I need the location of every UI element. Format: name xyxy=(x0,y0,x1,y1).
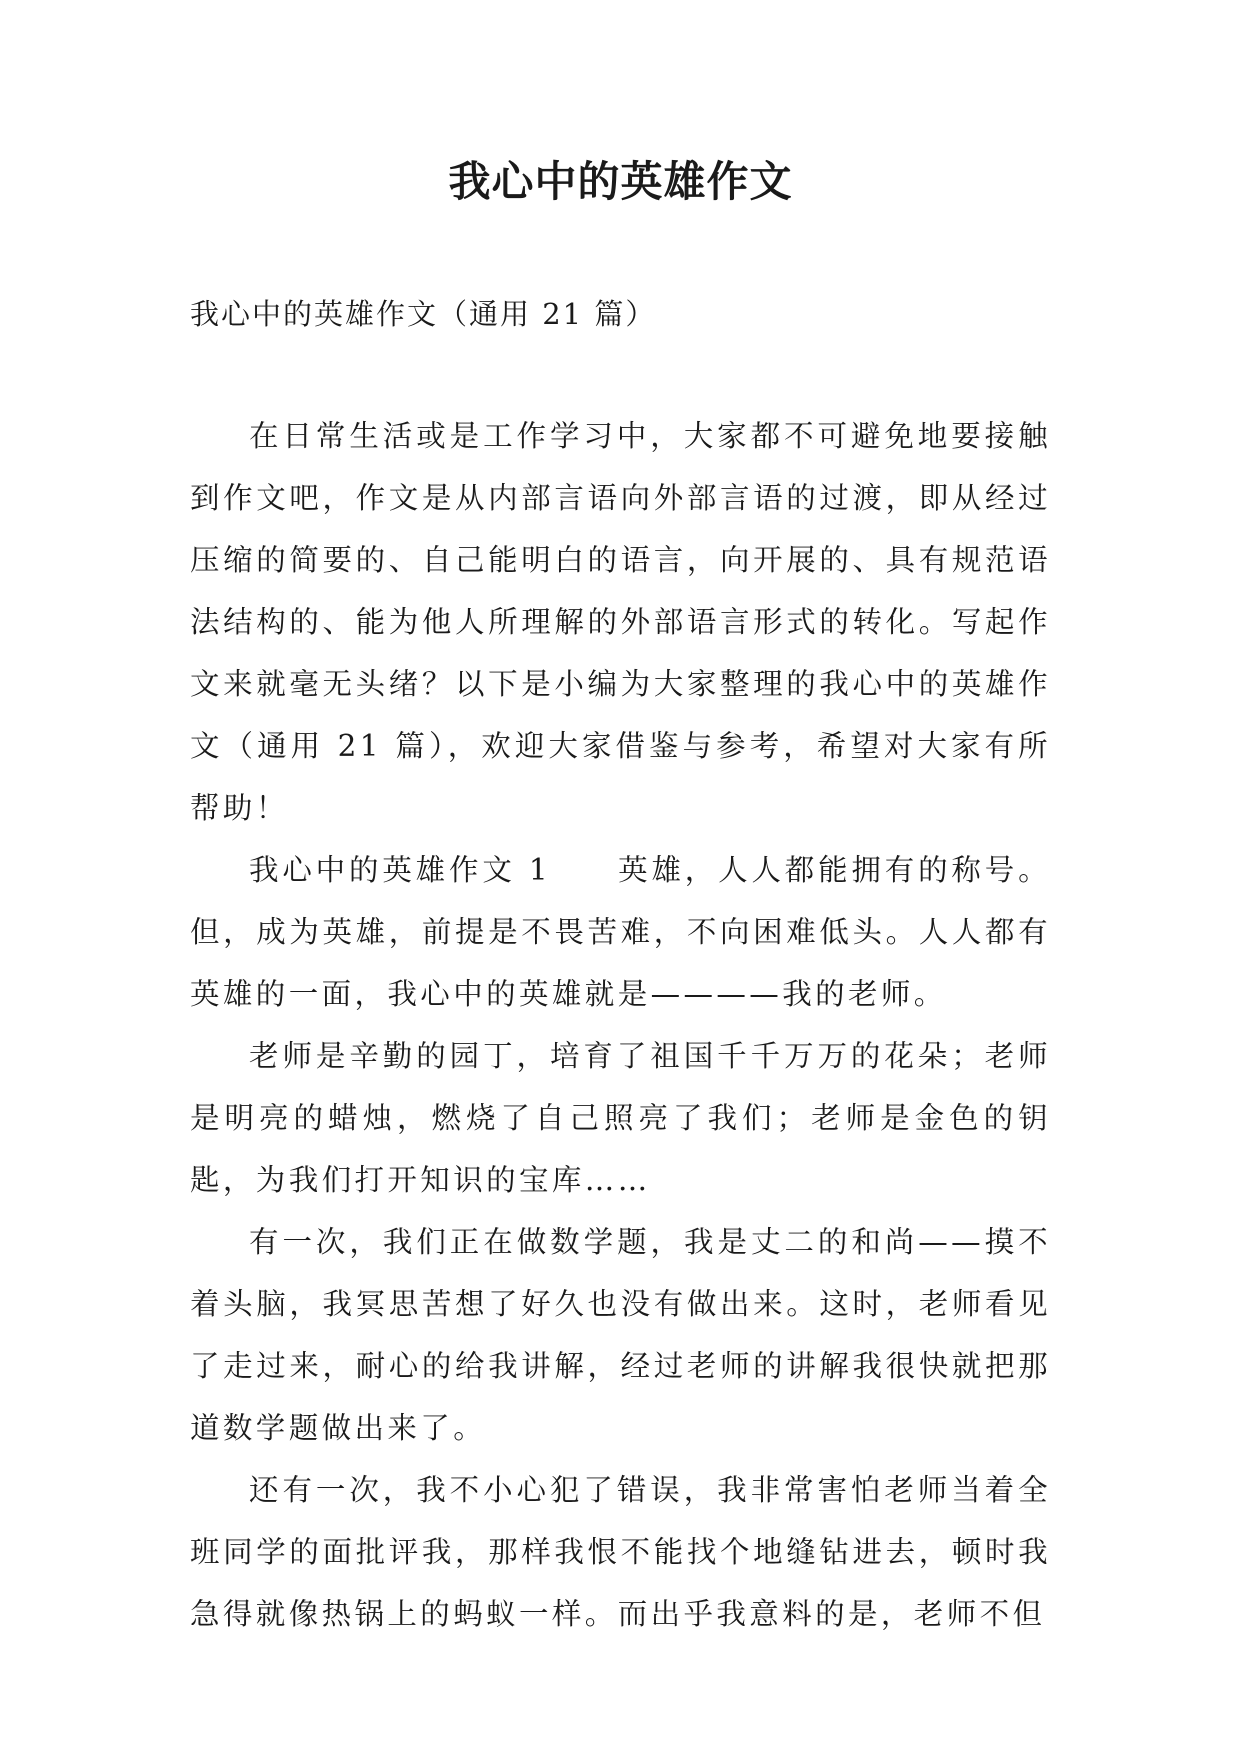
paragraph-math-problem: 有一次，我们正在做数学题，我是丈二的和尚——摸不着头脑，我冥思苦想了好久也没有做出来。这时，老师看见了走过来，耐心的给我讲解，经过老师的讲解我很快就把那道数学题做出来了。 xyxy=(190,1225,1051,1445)
document-title: 我心中的英雄作文 xyxy=(448,157,793,206)
paragraph-intro: 在日常生活或是工作学习中，大家都不可避免地要接触到作文吧，作文是从内部言语向外部言语的过渡，即从经过压缩的简要的、自己能明白的语言，向开展的、具有规范语法结构的、能为他人所理解的外部语言形式的转化。写起作文来就毫无头绪？以下是小编为大家整理的我心中的英雄作文（通用 21 篇），欢迎大家借鉴与参考，希望对大家有所帮助！ xyxy=(190,419,1051,825)
document-subtitle: 我心中的英雄作文（通用 21 篇） xyxy=(190,297,657,331)
paragraph-essay-1-opening: 我心中的英雄作文 1 英雄，人人都能拥有的称号。但，成为英雄，前提是不畏苦难，不向困难低头。人人都有英雄的一面，我心中的英雄就是————我的老师。 xyxy=(190,853,1051,1011)
paragraph-teacher-metaphors: 老师是辛勤的园丁，培育了祖国千千万万的花朵；老师是明亮的蜡烛，燃烧了自己照亮了我们；老师是金色的钥匙，为我们打开知识的宝库…… xyxy=(190,1039,1051,1197)
document-body xyxy=(190,405,1051,1645)
paragraph-mistake: 还有一次，我不小心犯了错误，我非常害怕老师当着全班同学的面批评我，那样我恨不能找个地缝钻进去，顿时我急得就像热锅上的蚂蚁一样。而出乎我意料的是，老师不但 xyxy=(190,1473,1051,1631)
